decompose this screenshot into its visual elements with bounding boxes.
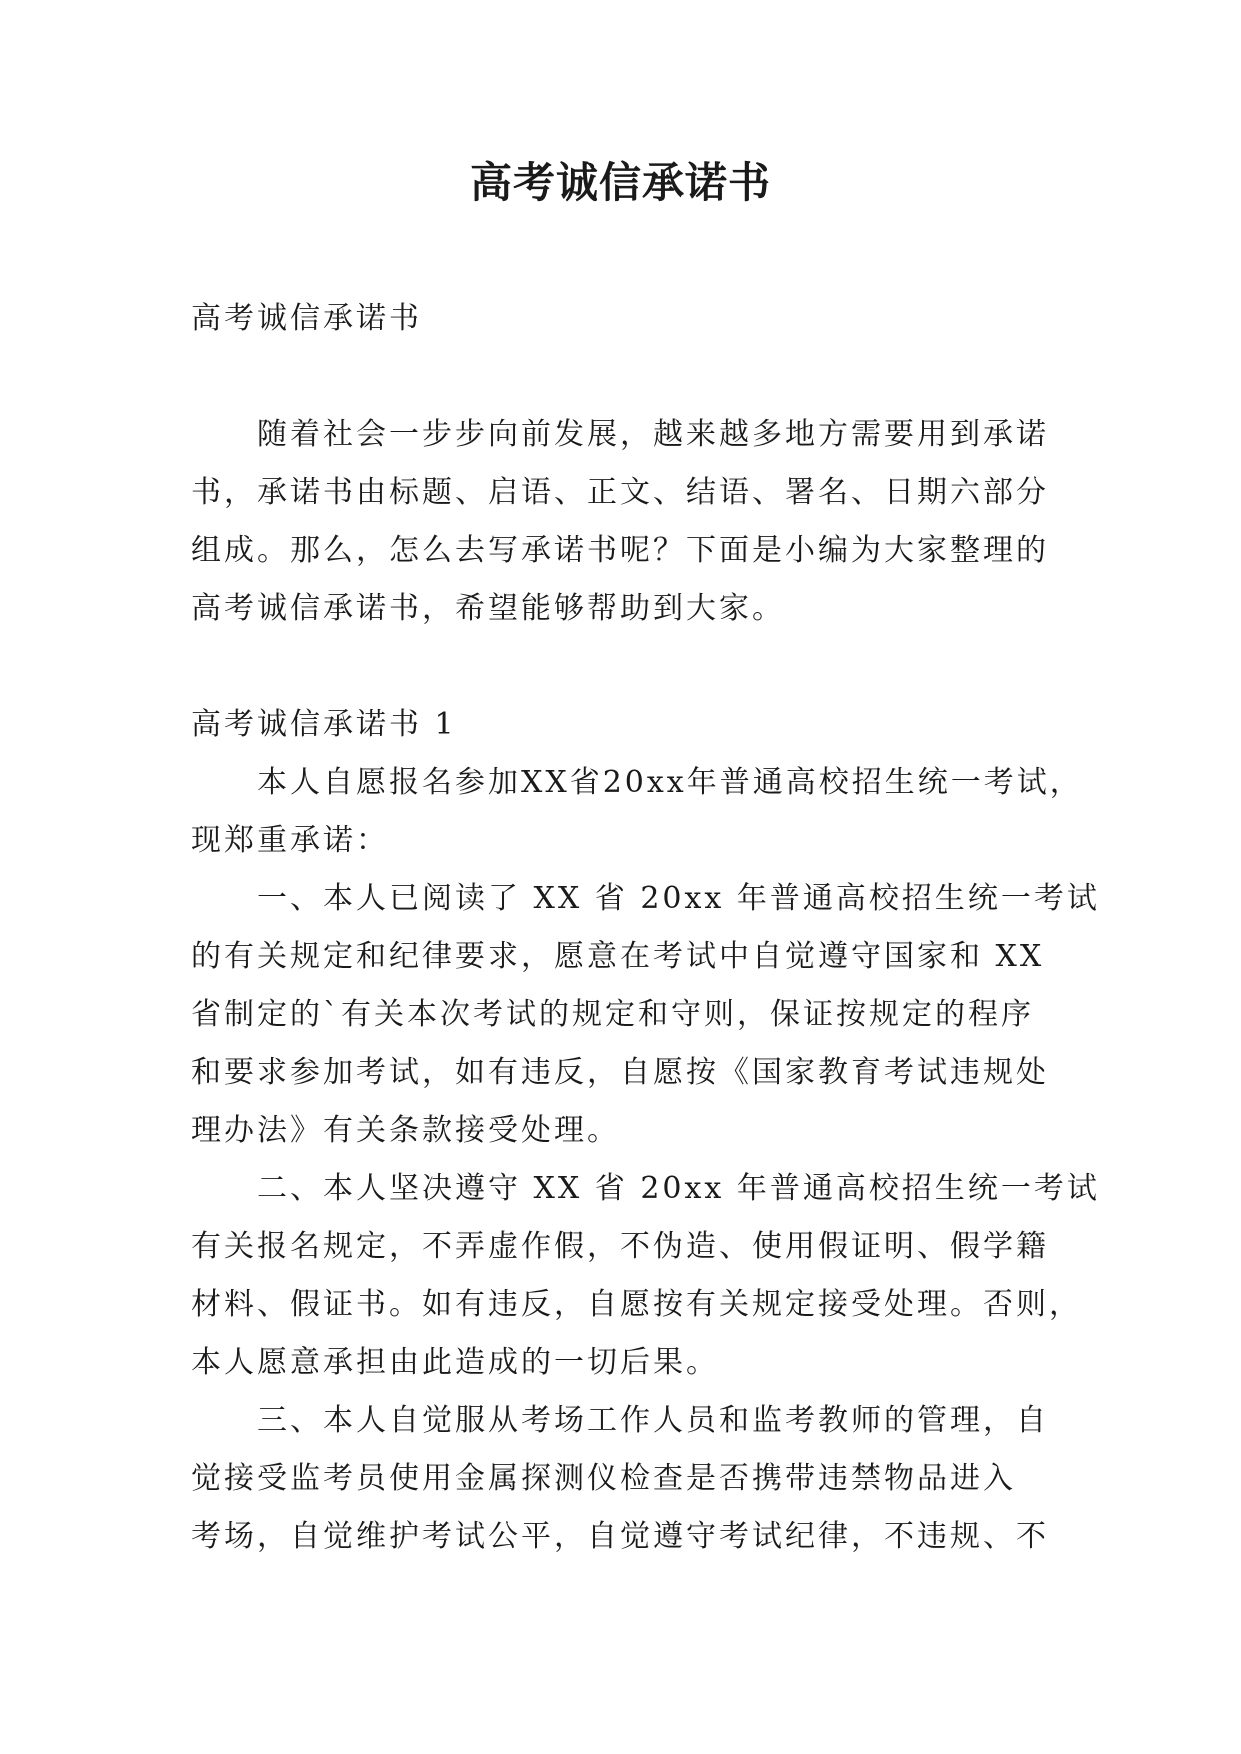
section-heading: 高考诚信承诺书 1 [191, 707, 457, 742]
text-line: 觉接受监考员使用金属探测仪检查是否携带违禁物品进入 [191, 1461, 1016, 1496]
text-line: 三、本人自觉服从考场工作人员和监考教师的管理，自 [257, 1403, 1049, 1438]
text-line: 本人自愿报名参加XX省20xx年普通高校招生统一考试， [257, 765, 1083, 800]
text-line: 现郑重承诺： [191, 823, 389, 858]
text-line: 本人愿意承担由此造成的一切后果。 [191, 1345, 719, 1380]
text-line: 理办法》有关条款接受处理。 [191, 1113, 620, 1148]
text-line: 有关报名规定，不弄虚作假，不伪造、使用假证明、假学籍 [191, 1229, 1049, 1264]
document-body [191, 290, 1100, 1566]
text-line: 考场，自觉维护考试公平，自觉遵守考试纪律，不违规、不 [191, 1519, 1049, 1554]
text-line: 高考诚信承诺书，希望能够帮助到大家。 [191, 591, 785, 626]
body-paragraph [191, 1392, 1053, 1566]
text-line: 的有关规定和纪律要求，愿意在考试中自觉遵守国家和 XX [191, 939, 1045, 974]
text-line: 组成。那么，怎么去写承诺书呢？下面是小编为大家整理的 [191, 533, 1049, 568]
body-paragraph [191, 754, 1083, 870]
page-title: 高考诚信承诺书 [469, 158, 771, 207]
text-line: 和要求参加考试，如有违反，自愿按《国家教育考试违规处 [191, 1055, 1049, 1090]
text-line: 随着社会一步步向前发展，越来越多地方需要用到承诺 [257, 417, 1049, 452]
text-line: 省制定的`有关本次考试的规定和守则，保证按规定的程序 [191, 997, 1034, 1032]
text-line: 材料、假证书。如有违反，自愿按有关规定接受处理。否则， [191, 1287, 1082, 1322]
intro-paragraph [191, 406, 1053, 638]
body-paragraph [191, 870, 1100, 1160]
text-line: 书，承诺书由标题、启语、正文、结语、署名、日期六部分 [191, 475, 1049, 510]
document-subtitle: 高考诚信承诺书 [191, 301, 422, 336]
text-line: 二、本人坚决遵守 XX 省 20xx 年普通高校招生统一考试 [257, 1171, 1100, 1206]
body-paragraph [191, 1160, 1100, 1392]
text-line: 一、本人已阅读了 XX 省 20xx 年普通高校招生统一考试 [257, 881, 1100, 916]
